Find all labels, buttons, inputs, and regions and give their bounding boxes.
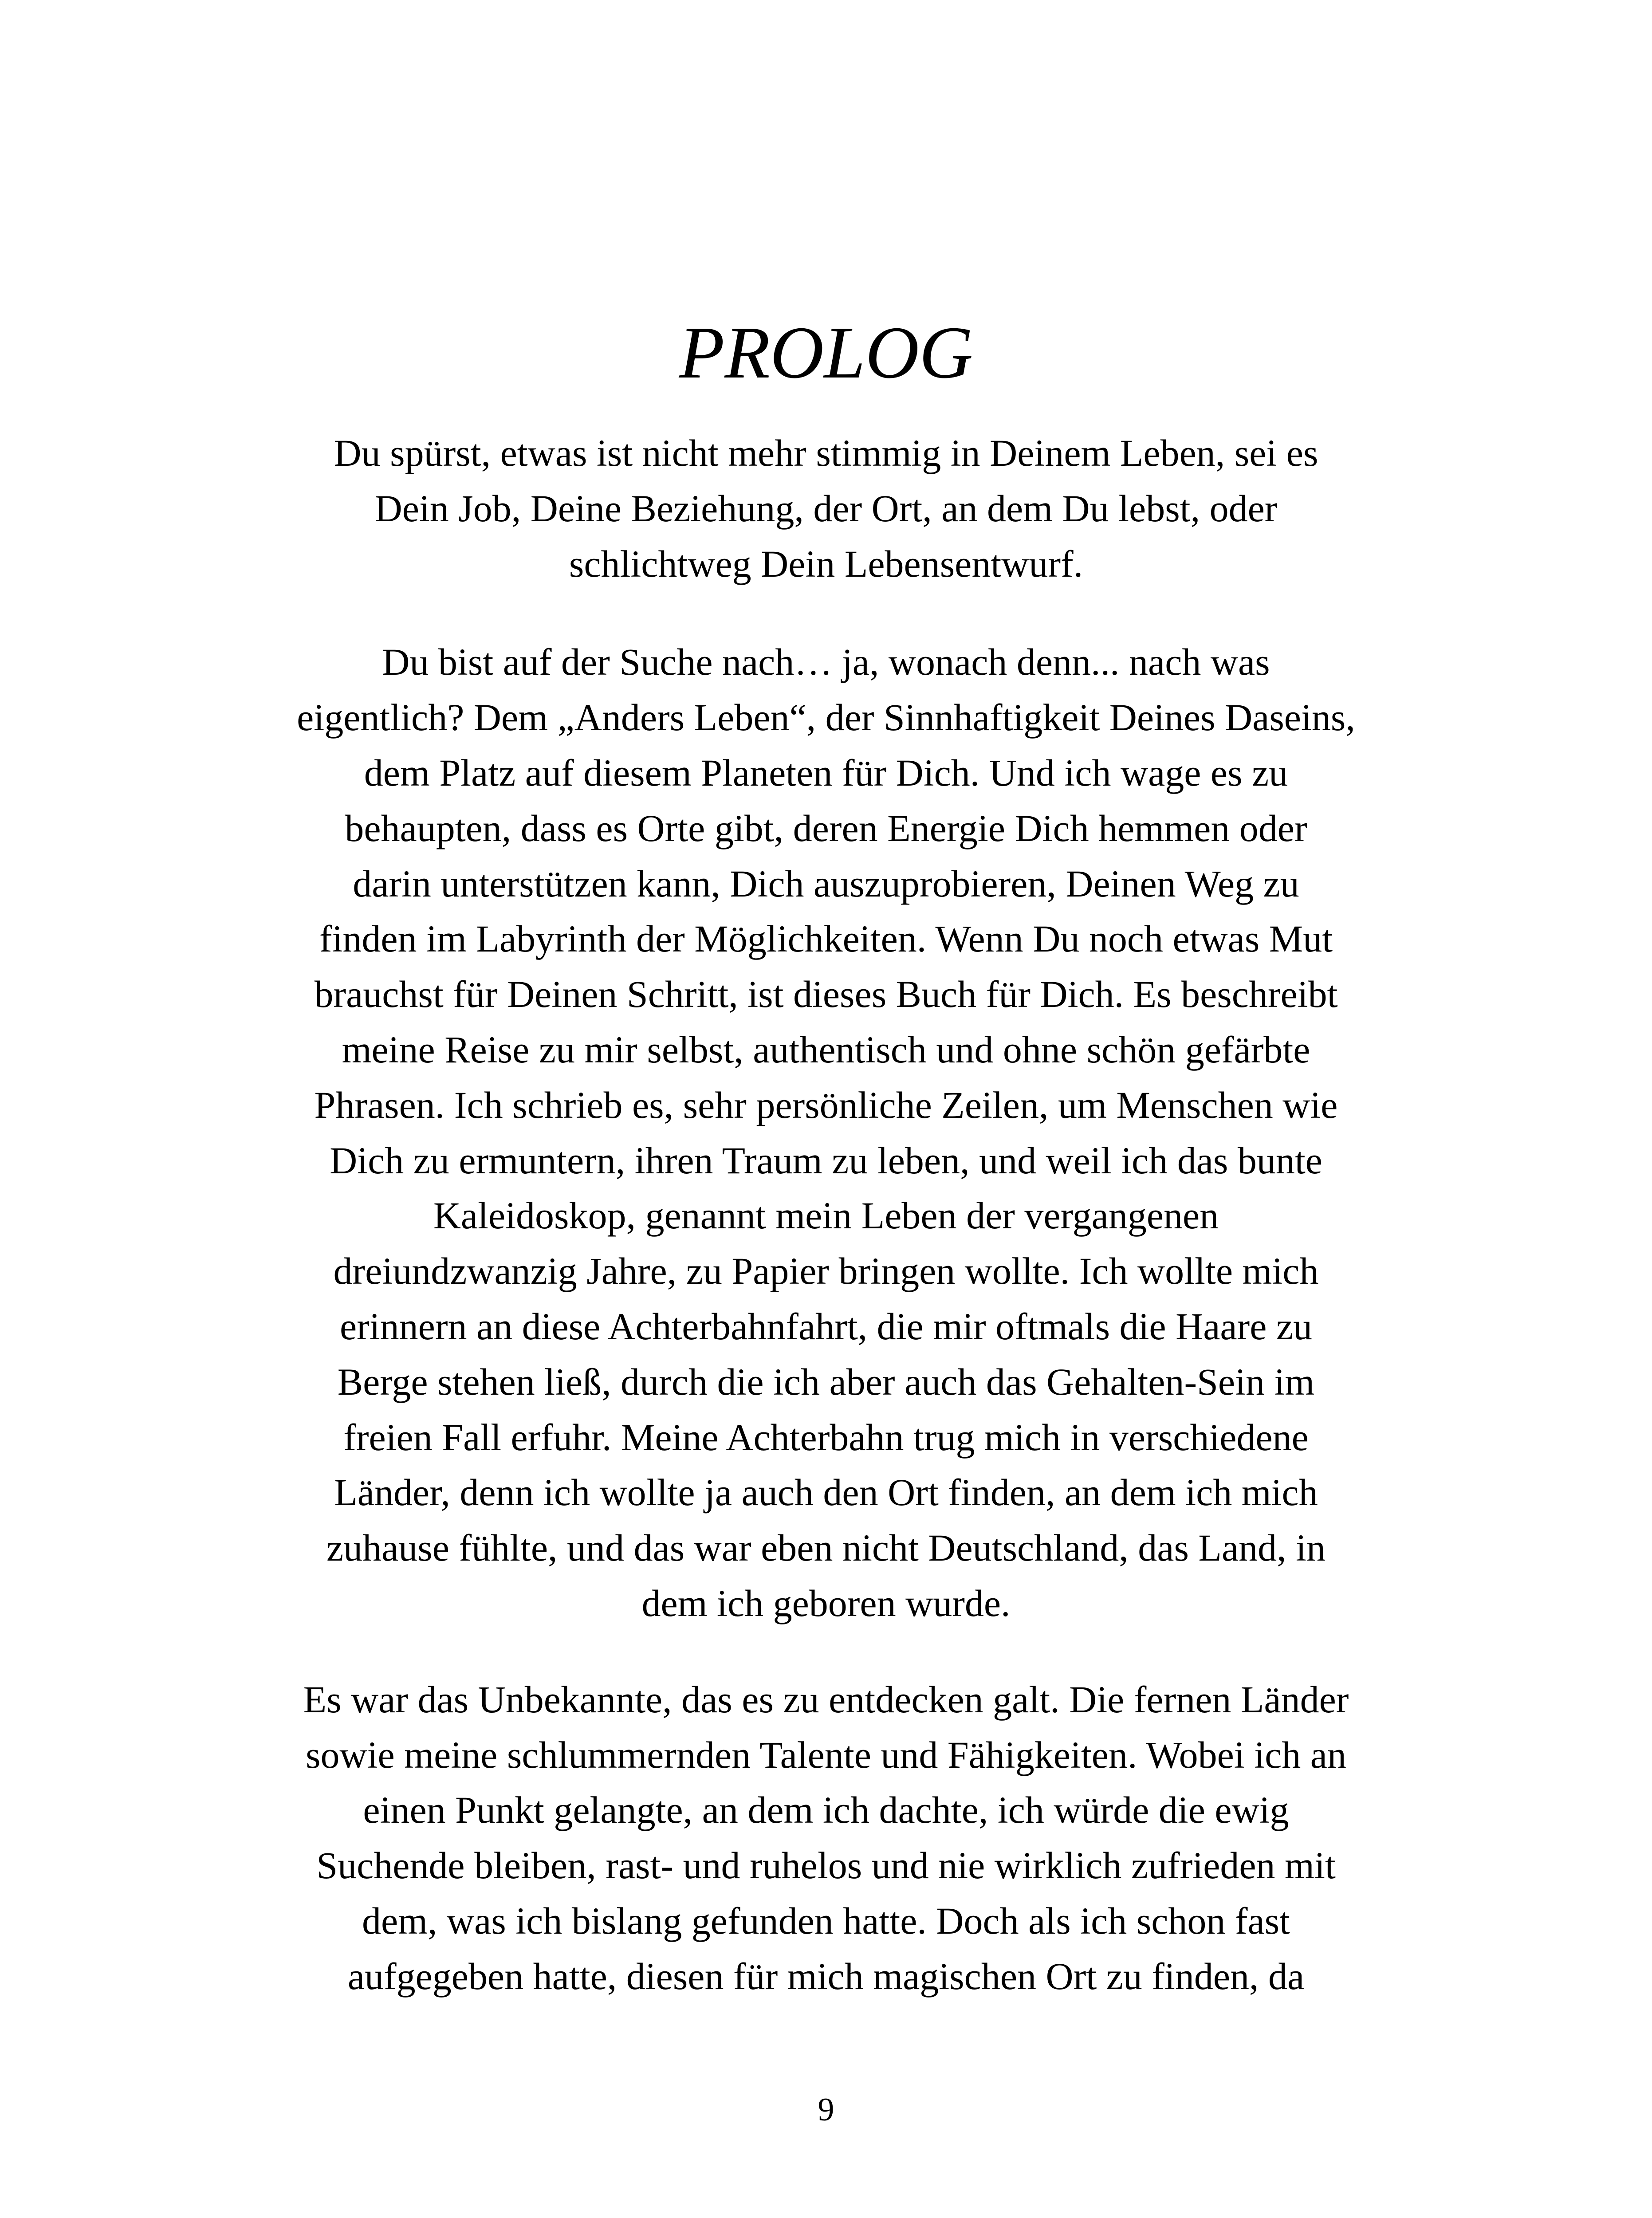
text-line: Du spürst, etwas ist nicht mehr stimmig in Deinem Leben, sei es	[334, 432, 1318, 474]
text-line: brauchst für Deinen Schritt, ist dieses Buch für Dich. Es beschreibt	[314, 973, 1338, 1016]
text-line: Länder, denn ich wollte ja auch den Ort finden, an dem ich mich	[334, 1471, 1318, 1514]
paragraph	[133, 1672, 1519, 2004]
text-line: sowie meine schlummernden Talente und Fähigkeiten. Wobei ich an	[306, 1733, 1346, 1776]
text-line: dem, was ich bislang gefunden hatte. Doch als ich schon fast	[362, 1899, 1290, 1942]
paragraph	[133, 425, 1519, 591]
text-line: eigentlich? Dem „Anders Leben“, der Sinnhaftigkeit Deines Daseins,	[297, 696, 1355, 739]
text-line: Es war das Unbekannte, das es zu entdecken galt. Die fernen Länder	[303, 1678, 1349, 1721]
text-line: freien Fall erfuhr. Meine Achterbahn trug mich in verschiedene	[343, 1416, 1309, 1459]
text-line: Kaleidoskop, genannt mein Leben der vergangenen	[433, 1194, 1219, 1237]
paragraph	[133, 634, 1519, 1631]
text-line: dem ich geboren wurde.	[641, 1581, 1011, 1624]
text-line: Dein Job, Deine Beziehung, der Ort, an dem Du lebst, oder	[374, 487, 1278, 530]
text-line: schlichtweg Dein Lebensentwurf.	[569, 542, 1083, 585]
text-line: Berge stehen ließ, durch die ich aber auch das Gehalten-Sein im	[337, 1360, 1315, 1403]
text-line: finden im Labyrinth der Möglichkeiten. Wenn Du noch etwas Mut	[319, 917, 1333, 960]
text-line: meine Reise zu mir selbst, authentisch und ohne schön gefärbte	[342, 1028, 1310, 1071]
text-line: erinnern an diese Achterbahnfahrt, die mir oftmals die Haare zu	[339, 1305, 1313, 1348]
page-number: 9	[818, 2091, 834, 2128]
text-line: zuhause fühlte, und das war eben nicht Deutschland, das Land, in	[326, 1526, 1326, 1569]
text-line: Du bist auf der Suche nach… ja, wonach denn... nach was	[382, 641, 1270, 684]
text-line: Suchende bleiben, rast- und ruhelos und nie wirklich zufrieden mit	[316, 1844, 1336, 1887]
text-line: dreiundzwanzig Jahre, zu Papier bringen wollte. Ich wollte mich	[333, 1250, 1319, 1293]
text-line: aufgegeben hatte, diesen für mich magischen Ort zu finden, da	[347, 1955, 1305, 1998]
text-line: dem Platz auf diesem Planeten für Dich. Und ich wage es zu	[364, 751, 1288, 794]
chapter-title: PROLOG	[679, 311, 973, 394]
text-line: Dich zu ermuntern, ihren Traum zu leben, und weil ich das bunte	[330, 1139, 1322, 1182]
text-line: behaupten, dass es Orte gibt, deren Energie Dich hemmen oder	[345, 806, 1307, 849]
text-line: Phrasen. Ich schrieb es, sehr persönliche Zeilen, um Menschen wie	[314, 1083, 1338, 1126]
text-line: einen Punkt gelangte, an dem ich dachte, ich würde die ewig	[363, 1789, 1289, 1832]
text-line: darin unterstützen kann, Dich auszuprobieren, Deinen Weg zu	[353, 862, 1299, 905]
